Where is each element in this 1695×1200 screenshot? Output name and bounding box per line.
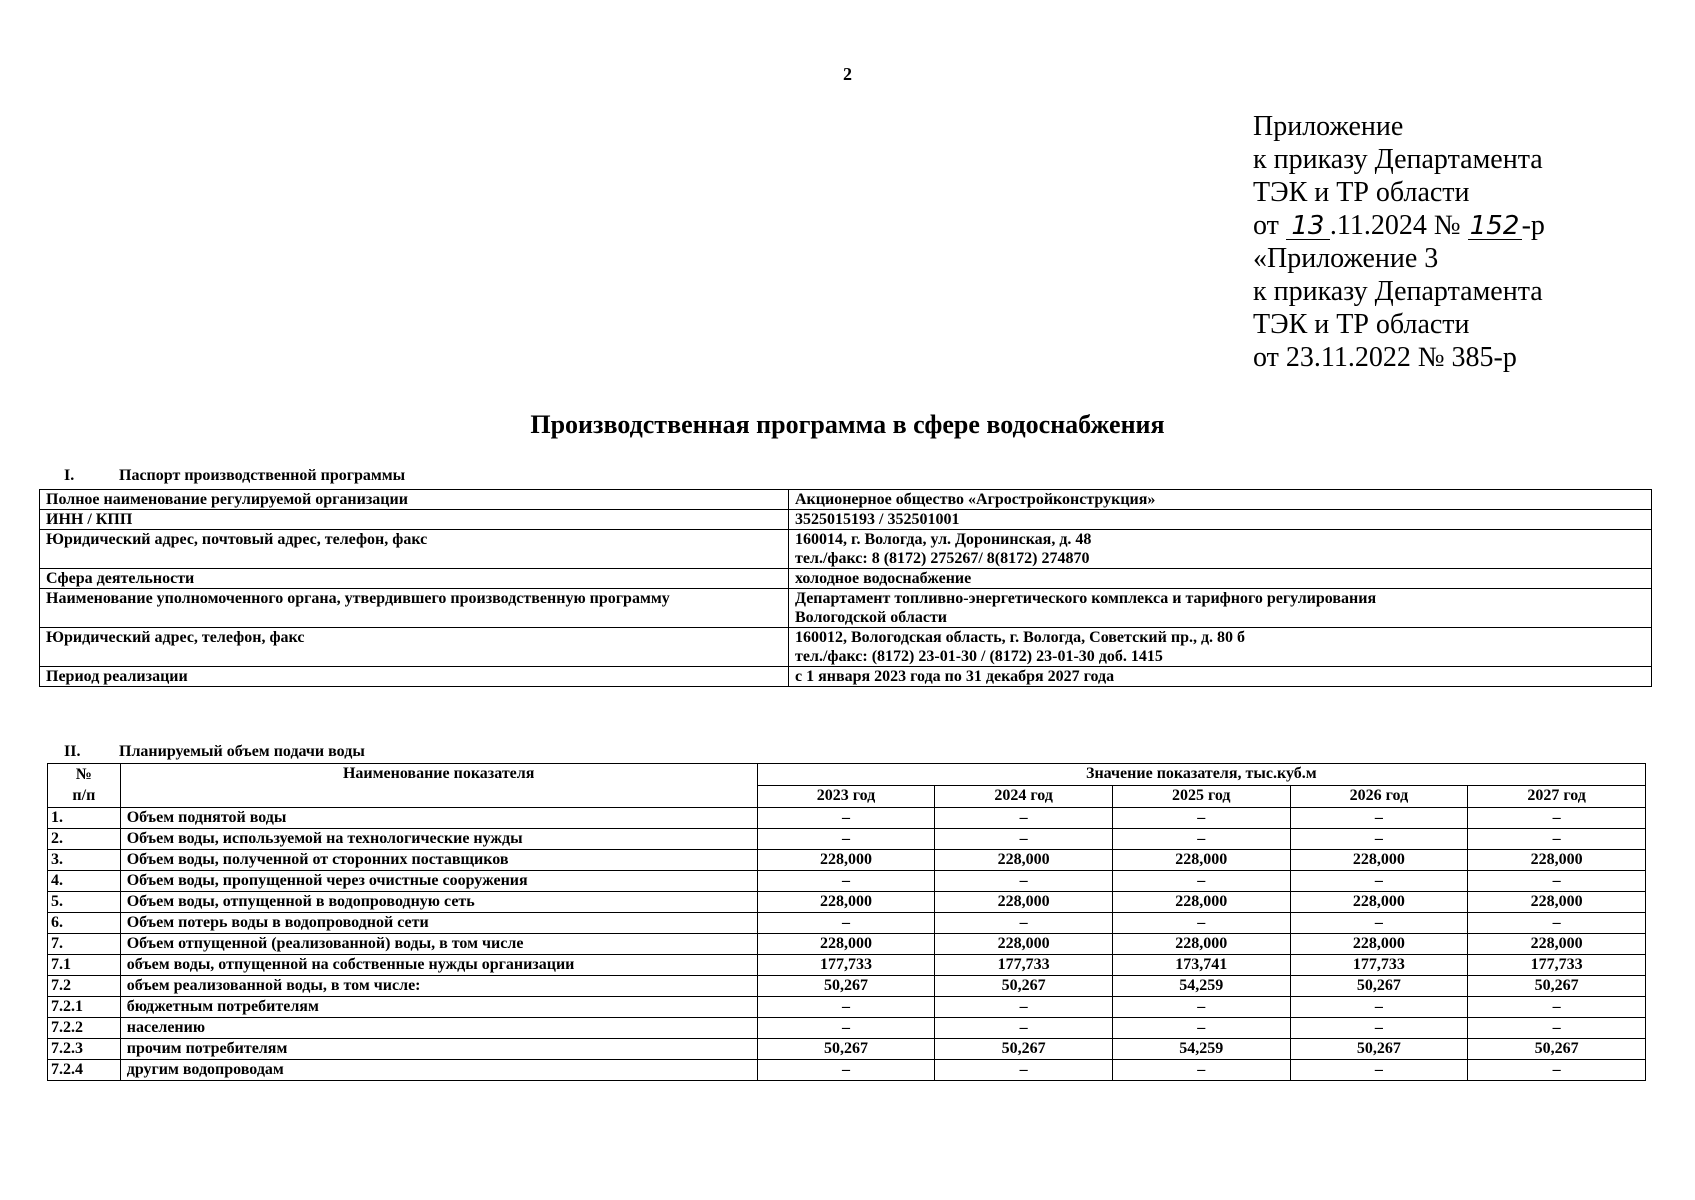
value-cell: – [935, 829, 1113, 850]
row-number: 7.2.1 [48, 997, 121, 1018]
row-number: 2. [48, 829, 121, 850]
passport-row [40, 667, 1652, 687]
passport-value-line: с 1 января 2023 года по 31 декабря 2027 года [795, 668, 1115, 685]
value-cell: – [1290, 1018, 1468, 1039]
value-cell: 228,000 [935, 850, 1113, 871]
appendix-line: к приказу Департамента [1253, 144, 1543, 175]
value-cell: – [1468, 997, 1646, 1018]
value-cell: – [757, 808, 935, 829]
value-cell: 50,267 [757, 976, 935, 997]
value-cell: 177,733 [935, 955, 1113, 976]
passport-value-line: Вологодской области [795, 609, 948, 626]
value-cell: – [757, 1060, 935, 1081]
value-cell: – [1290, 871, 1468, 892]
value-cell: – [935, 871, 1113, 892]
order-day-handwritten: 13 [1286, 213, 1330, 240]
passport-row [40, 530, 1652, 569]
value-cell: – [935, 997, 1113, 1018]
passport-value-line: Департамент топливно-энергетического комплекса и тарифного регулирования [795, 590, 1377, 607]
value-cell: 228,000 [1112, 850, 1290, 871]
appendix-order-line [1253, 209, 1545, 242]
passport-value-line: Акционерное общество «Агростройконструкция» [795, 491, 1156, 508]
table-row [48, 850, 1646, 871]
section-heading [40, 467, 405, 485]
row-name: населению [120, 1018, 757, 1039]
value-cell: – [757, 871, 935, 892]
row-number: 7.2.2 [48, 1018, 121, 1039]
value-cell: – [935, 1018, 1113, 1039]
value-cell: 50,267 [935, 1039, 1113, 1060]
passport-value [789, 589, 1652, 628]
passport-row [40, 569, 1652, 589]
value-cell: – [1290, 829, 1468, 850]
value-cell: – [1468, 1018, 1646, 1039]
year-header: 2027 год [1468, 786, 1646, 808]
row-number: 7.1 [48, 955, 121, 976]
section-number: II. [64, 743, 81, 760]
value-cell: 54,259 [1112, 976, 1290, 997]
appendix-line: ТЭК и ТР области [1253, 309, 1470, 340]
passport-table [39, 489, 1652, 687]
value-cell: 177,733 [1290, 955, 1468, 976]
value-cell: – [1468, 1060, 1646, 1081]
column-header: Наименование показателя [120, 764, 757, 808]
value-cell: – [935, 808, 1113, 829]
passport-value-line: 3525015193 / 352501001 [795, 511, 960, 528]
value-cell: – [1290, 1060, 1468, 1081]
column-header: Значение показателя, тыс.куб.м [757, 764, 1645, 786]
passport-row [40, 510, 1652, 530]
passport-label: Юридический адрес, почтовый адрес, телефон, факс [40, 530, 789, 569]
table-row [48, 1060, 1646, 1081]
value-cell: 50,267 [757, 1039, 935, 1060]
passport-value-line: тел./факс: (8172) 23-01-30 / (8172) 23-01-30 доб. 1415 [795, 648, 1163, 665]
passport-value [789, 569, 1652, 589]
passport-value-line: холодное водоснабжение [795, 570, 972, 587]
section-number: I. [64, 467, 75, 484]
passport-label: Полное наименование регулируемой организации [40, 490, 789, 510]
row-number: 4. [48, 871, 121, 892]
row-number: 6. [48, 913, 121, 934]
passport-label: Юридический адрес, телефон, факс [40, 628, 789, 667]
table-row [48, 976, 1646, 997]
row-name: Объем потерь воды в водопроводной сети [120, 913, 757, 934]
order-number-handwritten: 152 [1468, 213, 1522, 240]
value-cell: 50,267 [1468, 1039, 1646, 1060]
value-cell: 228,000 [1290, 850, 1468, 871]
appendix-line: «Приложение 3 [1253, 243, 1439, 274]
year-header: 2025 год [1112, 786, 1290, 808]
section-title: Паспорт производственной программы [119, 467, 406, 484]
value-cell: 228,000 [757, 850, 935, 871]
appendix-line: Приложение [1253, 111, 1404, 142]
row-number: 7. [48, 934, 121, 955]
passport-label: Сфера деятельности [40, 569, 789, 589]
order-prefix: от [1253, 210, 1279, 241]
value-cell: – [1468, 808, 1646, 829]
appendix-line: к приказу Департамента [1253, 276, 1543, 307]
appendix-line: ТЭК и ТР области [1253, 177, 1470, 208]
value-cell: 228,000 [1290, 934, 1468, 955]
value-cell: – [1112, 913, 1290, 934]
row-name: объем воды, отпущенной на собственные нужды организации [120, 955, 757, 976]
value-cell: 50,267 [1290, 976, 1468, 997]
value-cell: 228,000 [1290, 892, 1468, 913]
value-cell: – [1468, 829, 1646, 850]
passport-value-line: 160014, г. Вологда, ул. Доронинская, д. 48 [795, 531, 1092, 548]
row-name: объем реализованной воды, в том числе: [120, 976, 757, 997]
passport-value-line: тел./факс: 8 (8172) 275267/ 8(8172) 274870 [795, 550, 1090, 567]
value-cell: – [1112, 997, 1290, 1018]
value-cell: 228,000 [1468, 850, 1646, 871]
value-cell: – [1112, 829, 1290, 850]
passport-value [789, 667, 1652, 687]
passport-label: Наименование уполномоченного органа, утвердившего производственную программу [40, 589, 789, 628]
value-cell: – [1468, 913, 1646, 934]
row-name: Объем воды, отпущенной в водопроводную сеть [120, 892, 757, 913]
row-name: Объем отпущенной (реализованной) воды, в том числе [120, 934, 757, 955]
value-cell: 228,000 [1468, 892, 1646, 913]
order-suffix: -р [1521, 210, 1545, 241]
value-cell: – [1290, 997, 1468, 1018]
value-cell: 50,267 [935, 976, 1113, 997]
volume-table [47, 763, 1646, 1081]
row-name: бюджетным потребителям [120, 997, 757, 1018]
value-cell: – [757, 1018, 935, 1039]
value-cell: – [1290, 808, 1468, 829]
row-number: 1. [48, 808, 121, 829]
row-name: другим водопроводам [120, 1060, 757, 1081]
value-cell: 228,000 [1112, 892, 1290, 913]
table-row [48, 892, 1646, 913]
row-name: прочим потребителям [120, 1039, 757, 1060]
passport-label: ИНН / КПП [40, 510, 789, 530]
table-row [48, 829, 1646, 850]
year-header: 2024 год [935, 786, 1113, 808]
row-name: Объем воды, используемой на технологические нужды [120, 829, 757, 850]
value-cell: 228,000 [757, 934, 935, 955]
row-number: 3. [48, 850, 121, 871]
appendix-block [1253, 110, 1545, 374]
row-number: 7.2.3 [48, 1039, 121, 1060]
table-row [48, 955, 1646, 976]
value-cell: – [1290, 913, 1468, 934]
row-number: 7.2 [48, 976, 121, 997]
value-cell: – [1112, 808, 1290, 829]
value-cell: – [1112, 1018, 1290, 1039]
passport-row [40, 628, 1652, 667]
table-row [48, 871, 1646, 892]
table-row [48, 913, 1646, 934]
value-cell: 54,259 [1112, 1039, 1290, 1060]
value-cell: 228,000 [757, 892, 935, 913]
value-cell: – [935, 1060, 1113, 1081]
value-cell: 228,000 [935, 892, 1113, 913]
passport-row [40, 490, 1652, 510]
column-header-no2: п/п [72, 787, 96, 804]
value-cell: – [935, 913, 1113, 934]
value-cell: 228,000 [1468, 934, 1646, 955]
value-cell: – [1112, 1060, 1290, 1081]
column-header [48, 764, 121, 808]
passport-label: Период реализации [40, 667, 789, 687]
page-number: 2 [843, 64, 852, 84]
order-mid: .11.2024 № [1329, 210, 1461, 241]
document-title: Производственная программа в сфере водоснабжения [530, 410, 1165, 439]
value-cell: 50,267 [1290, 1039, 1468, 1060]
value-cell: 177,733 [1468, 955, 1646, 976]
passport-value-line: 160012, Вологодская область, г. Вологда, Советский пр., д. 80 б [795, 629, 1246, 646]
row-name: Объем воды, пропущенной через очистные сооружения [120, 871, 757, 892]
value-cell: – [757, 997, 935, 1018]
table-row [48, 934, 1646, 955]
section-heading [40, 743, 365, 761]
passport-value [789, 510, 1652, 530]
appendix-line: от 23.11.2022 № 385-р [1253, 342, 1517, 373]
passport-value [789, 628, 1652, 667]
row-name: Объем воды, полученной от сторонних поставщиков [120, 850, 757, 871]
row-number: 7.2.4 [48, 1060, 121, 1081]
passport-value [789, 490, 1652, 510]
value-cell: – [1468, 871, 1646, 892]
value-cell: 173,741 [1112, 955, 1290, 976]
table-row [48, 997, 1646, 1018]
passport-value [789, 530, 1652, 569]
value-cell: – [1112, 871, 1290, 892]
value-cell: 177,733 [757, 955, 935, 976]
value-cell: – [757, 913, 935, 934]
value-cell: – [757, 829, 935, 850]
value-cell: 228,000 [1112, 934, 1290, 955]
row-name: Объем поднятой воды [120, 808, 757, 829]
table-row [48, 1018, 1646, 1039]
value-cell: 228,000 [935, 934, 1113, 955]
table-row [48, 1039, 1646, 1060]
section-title: Планируемый объем подачи воды [119, 743, 365, 760]
year-header: 2023 год [757, 786, 935, 808]
column-header-no: № [75, 766, 92, 783]
year-header: 2026 год [1290, 786, 1468, 808]
row-number: 5. [48, 892, 121, 913]
value-cell: 50,267 [1468, 976, 1646, 997]
table-row [48, 808, 1646, 829]
passport-row [40, 589, 1652, 628]
